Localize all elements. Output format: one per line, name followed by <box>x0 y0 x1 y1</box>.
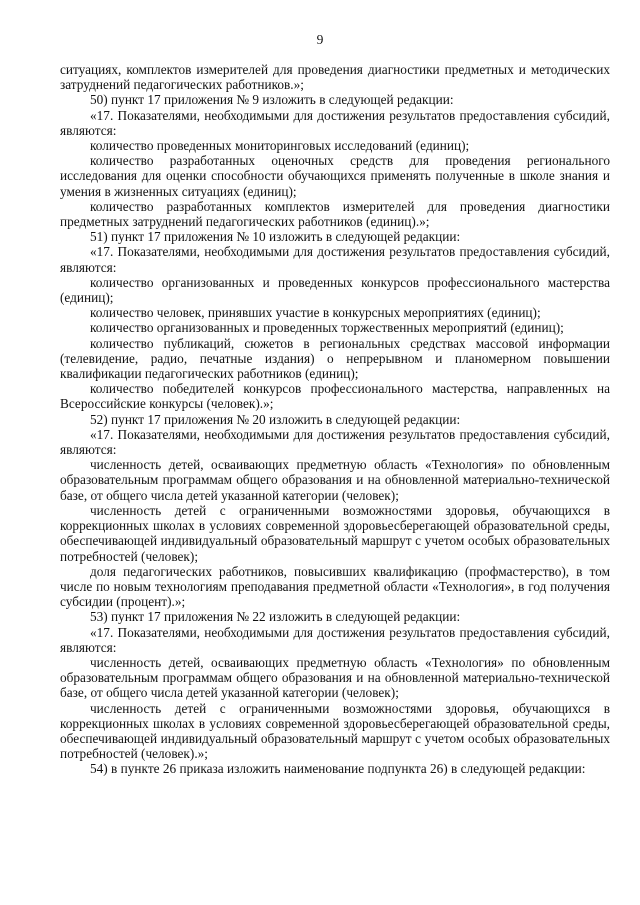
paragraph: 50) пункт 17 приложения № 9 изложить в следующей редакции: <box>90 92 454 108</box>
paragraph: ситуациях, комплектов измерителей для проведения диагностики предметных и методических затруднений педагогических работников.»; <box>60 62 610 93</box>
paragraph: количество разработанных оценочных средств для проведения регионального исследования для оценки способности обучающихся применять полученные в школе знания и умения в жизненных ситуациях (единиц); <box>60 153 610 199</box>
paragraph: численность детей с ограниченными возможностями здоровья, обучающихся в коррекционных школах в условиях современной здоровьесберегающей образовательной среды, обеспечивающей индивидуальный образовательный маршрут с учетом особых образовательных потребностей (человек).»; <box>60 700 610 762</box>
paragraph: 51) пункт 17 приложения № 10 изложить в следующей редакции: <box>90 229 461 245</box>
paragraph: количество публикаций, сюжетов в региональных средствах массовой информации (телевидение, радио, печатные издания) о непрерывном и планомерном повышении квалификации педагогических работников (единиц); <box>60 335 610 382</box>
paragraph: «17. Показателями, необходимыми для достижения результатов предоставления субсидий, являются: <box>60 426 610 458</box>
page-number: 9 <box>316 32 324 47</box>
paragraph: численность детей с ограниченными возможностями здоровья, обучающихся в коррекционных школах в условиях современной здоровьесберегающей образовательной среды, обеспечивающей индивидуальный образовательный маршрут с учетом особых образовательных потребностей (человек); <box>60 502 610 564</box>
paragraph: «17. Показателями, необходимыми для достижения результатов предоставления субсидий, являются: <box>60 244 610 275</box>
paragraph: численность детей, осваивающих предметную область «Технология» по обновленным образовательным программам общего образования и на обновленной материально-технической базе, от общего числа детей указанной категории (человек); <box>60 457 610 503</box>
paragraph: «17. Показателями, необходимыми для достижения результатов предоставления субсидий, являются: <box>60 107 610 138</box>
paragraph: количество проведенных мониторинговых исследований (единиц); <box>90 138 470 154</box>
paragraph: количество человек, принявших участие в конкурсных мероприятиях (единиц); <box>90 305 541 321</box>
paragraph: количество организованных и проведенных торжественных мероприятий (единиц); <box>90 320 564 336</box>
paragraph: количество победителей конкурсов профессионального мастерства, направленных на Всероссийские конкурсы (человек).»; <box>60 381 610 412</box>
paragraph: 54) в пункте 26 приказа изложить наименование подпункта 26) в следующей редакции: <box>90 761 586 777</box>
paragraph: 53) пункт 17 приложения № 22 изложить в следующей редакции: <box>90 609 461 625</box>
paragraph: доля педагогических работников, повысивших квалификацию (профмастерство), в том числе по новым технологиям преподавания предметной области «Технология», в год получения субсидии (процент).»; <box>60 563 610 610</box>
paragraph: количество разработанных комплектов измерителей для проведения диагностики предметных затруднений педагогических работников (единиц).»; <box>60 198 610 230</box>
paragraph: численность детей, осваивающих предметную область «Технология» по обновленным образовательным программам общего образования и на обновленной материально-технической базе, от общего числа детей указанной категории (человек); <box>60 654 610 701</box>
document-body <box>60 62 610 777</box>
paragraph: количество организованных и проведенных конкурсов профессионального мастерства (единиц); <box>60 274 610 306</box>
paragraph: 52) пункт 17 приложения № 20 изложить в следующей редакции: <box>90 411 461 427</box>
paragraph: «17. Показателями, необходимыми для достижения результатов предоставления субсидий, являются: <box>60 624 610 655</box>
